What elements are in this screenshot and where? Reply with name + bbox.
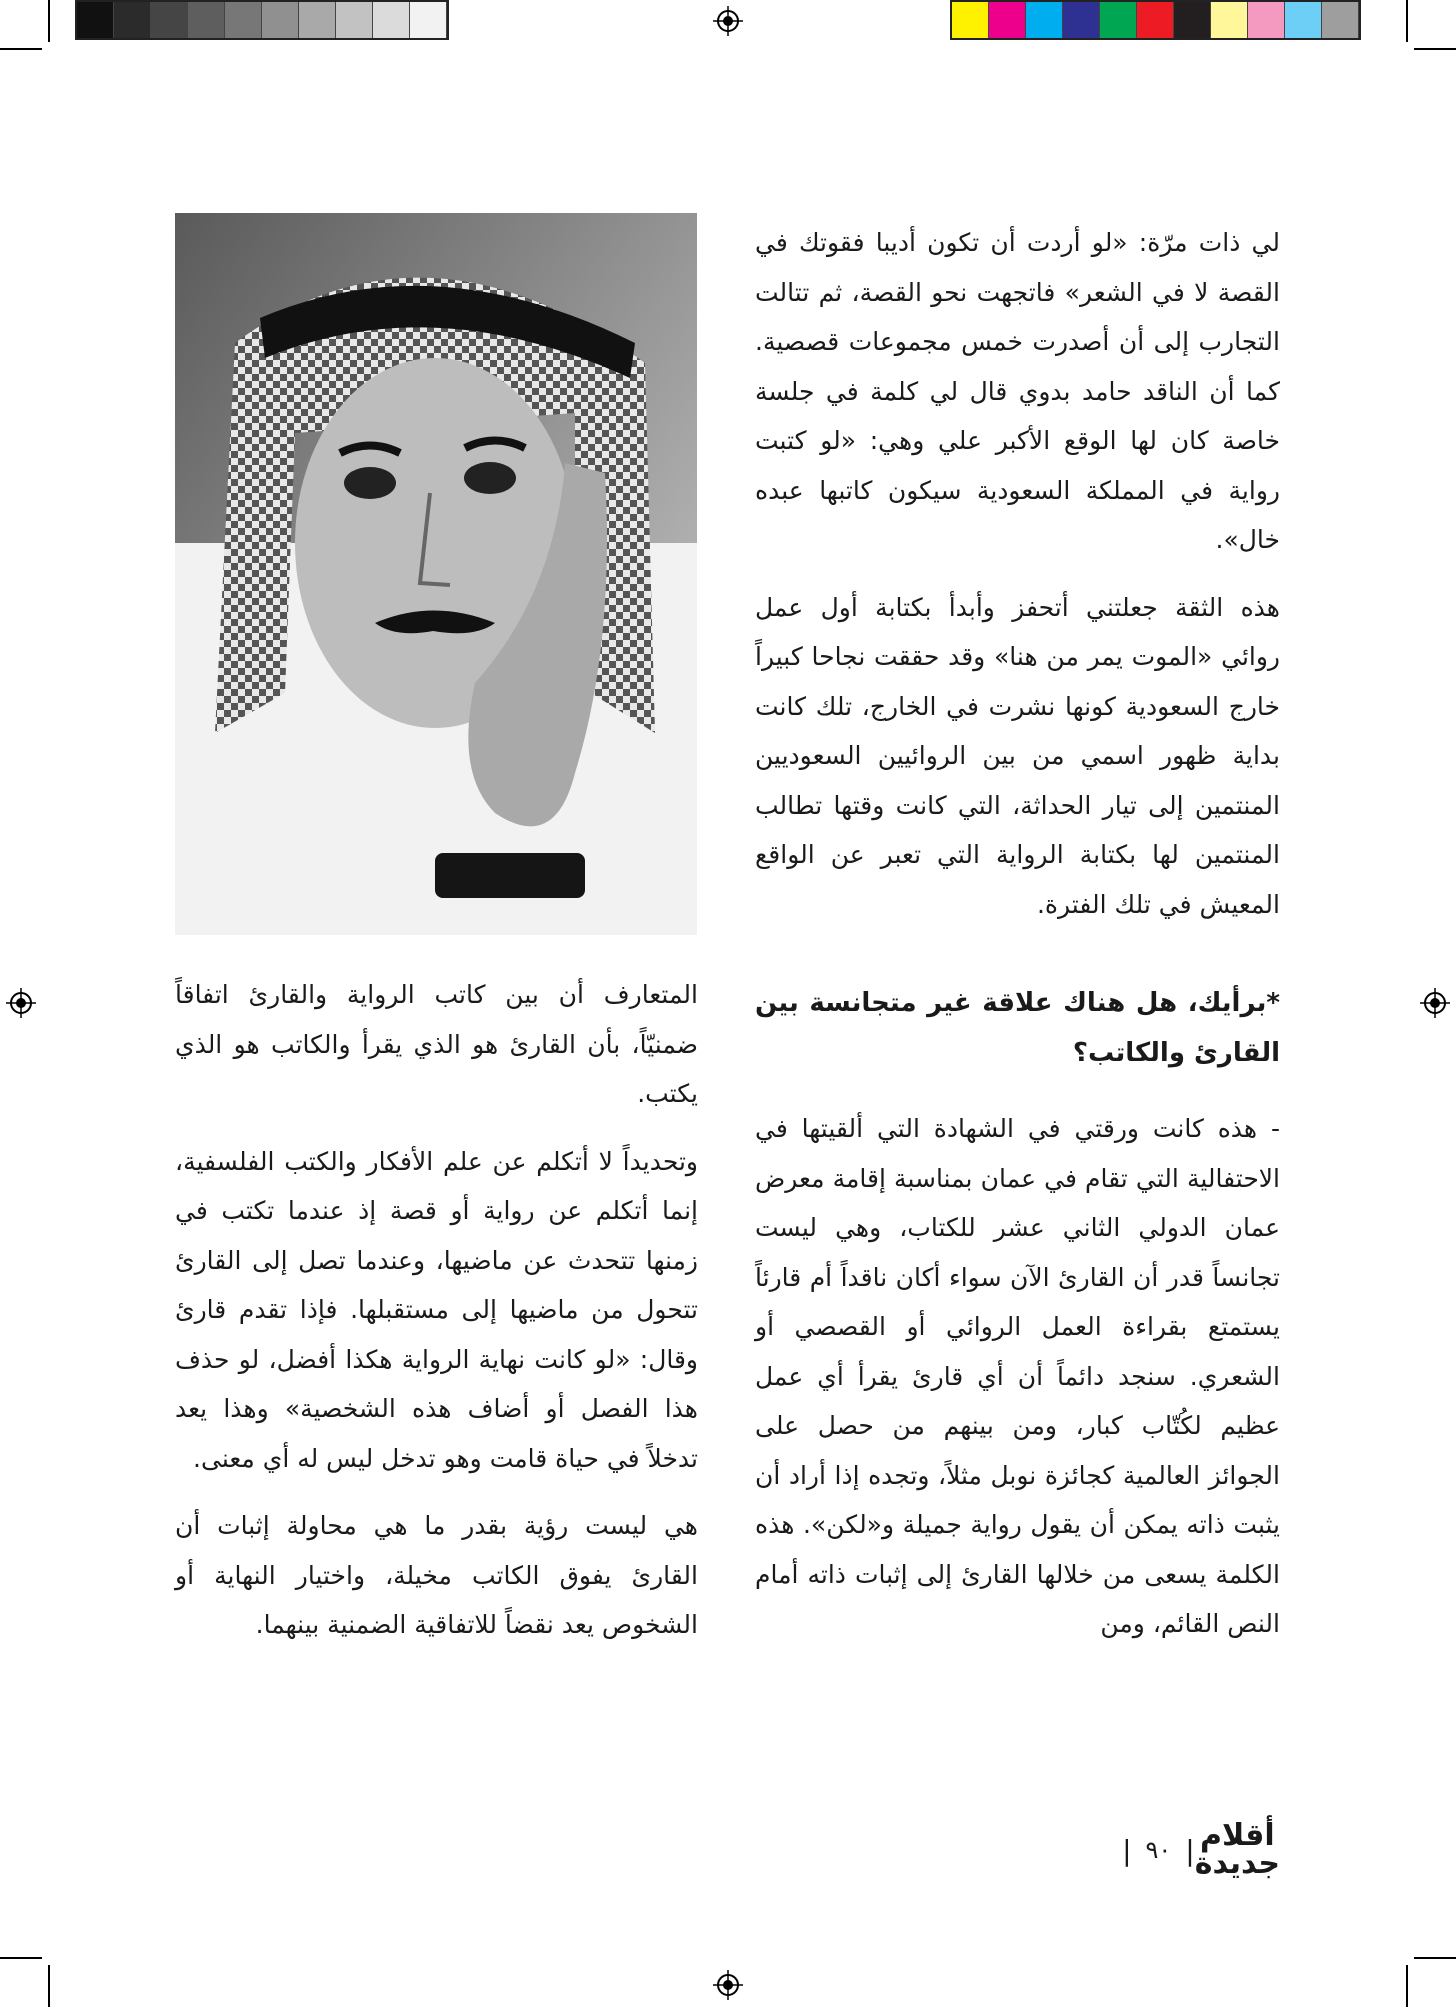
crop-mark xyxy=(1414,1957,1456,1959)
calibration-swatch xyxy=(1211,2,1248,38)
interview-answer: - هذه كانت ورقتي في الشهادة التي ألقيتها في الاحتفالية التي تقام في عمان بمناسبة إقامة معرض عمان الدولي الثاني عشر للكتاب، وهي ليست تجانساً قدر أن القارئ الآن سواء أكان ناقداً أم قارئاً يستمتع بقراءة العمل الروائي أو القصصي أو الشعري. سنجد دائماً أن أي قارئ يقرأ أي عمل عظيم لكُتّاب كبار، ومن بينهم من حصل على الجوائز العالمية كجائزة نوبل مثلاً، وتجده إذا أراد أن يثبت ذاته يمكن أن يقول رواية جميلة و«لكن». هذه الكلمة يسعى من خلالها القارئ إلى إثبات ذاته أمام النص القائم، ومن xyxy=(755,1114,1280,1638)
calibration-swatch xyxy=(989,2,1026,38)
crop-mark xyxy=(1406,0,1408,42)
article-right-column xyxy=(755,218,1280,1667)
page-number: ٩٠ xyxy=(1145,1836,1172,1864)
calibration-swatch xyxy=(336,2,373,38)
magazine-logo: أقلام جديدة xyxy=(1194,1818,1280,1881)
calibration-swatch xyxy=(77,2,114,38)
color-calibration-bar xyxy=(950,0,1361,40)
calibration-swatch xyxy=(188,2,225,38)
calibration-swatch xyxy=(373,2,410,38)
calibration-swatch xyxy=(1174,2,1211,38)
body-paragraph: هذه الثقة جعلتني أتحفز وأبدأ بكتابة أول عمل روائي «الموت يمر من هنا» وقد حققت نجاحا كبيراً خارج السعودية كونها نشرت في الخارج، تلك كانت بداية ظهور اسمي من بين الروائيين السعوديين المنتمين إلى تيار الحداثة، التي كانت وقتها تطالب المنتمين لها بكتابة الرواية التي تعبر عن الواقع المعيش في تلك الفترة. xyxy=(755,592,1280,919)
registration-mark-icon xyxy=(713,6,743,36)
crop-mark xyxy=(48,0,50,42)
body-paragraph: المتعارف أن بين كاتب الرواية والقارئ اتفاقاً ضمنيّاً، بأن القارئ هو الذي يقرأ والكاتب هو الذي يكتب. xyxy=(175,980,698,1108)
registration-mark-icon xyxy=(713,1970,743,2000)
page-footer xyxy=(1030,1820,1280,1880)
calibration-swatch xyxy=(1248,2,1285,38)
body-paragraph: لي ذات مرّة: «لو أردت أن تكون أديبا فقوتك في القصة لا في الشعر» فاتجهت نحو القصة، ثم تتالت التجارب إلى أن أصدرت خمس مجموعات قصصية. كما أن الناقد حامد بدوي قال لي كلمة في جلسة خاصة كان لها الوقع الأكبر علي وهي: «لو كتبت رواية في المملكة السعودية سيكون كاتبها عبده خال». xyxy=(755,228,1280,554)
calibration-swatch xyxy=(1026,2,1063,38)
calibration-swatch xyxy=(262,2,299,38)
calibration-swatch xyxy=(225,2,262,38)
registration-mark-icon xyxy=(6,988,36,1018)
divider: | xyxy=(1122,1833,1132,1867)
calibration-swatch xyxy=(114,2,151,38)
crop-mark xyxy=(0,1957,42,1959)
crop-mark xyxy=(0,48,42,50)
calibration-swatch xyxy=(1137,2,1174,38)
body-paragraph: هي ليست رؤية بقدر ما هي محاولة إثبات أن القارئ يفوق الكاتب مخيلة، واختيار النهاية أو الشخوص يعد نقضاً للاتفاقية الضمنية بينهما. xyxy=(175,1511,698,1639)
registration-mark-icon xyxy=(1420,988,1450,1018)
interview-question: *برأيك، هل هناك علاقة غير متجانسة بين القارئ والكاتب؟ xyxy=(755,988,1280,1068)
author-portrait-photo xyxy=(175,213,697,935)
calibration-swatch xyxy=(299,2,336,38)
calibration-swatch xyxy=(1063,2,1100,38)
calibration-swatch xyxy=(1285,2,1322,38)
calibration-swatch xyxy=(151,2,188,38)
divider: | xyxy=(1185,1833,1195,1867)
calibration-swatch xyxy=(1100,2,1137,38)
body-paragraph: وتحديداً لا أتكلم عن علم الأفكار والكتب الفلسفية، إنما أتكلم عن رواية أو قصة إذ عندما تكتب في زمنها تتحدث عن ماضيها، وعندما تصل إلى القارئ تتحول من ماضيها إلى مستقبلها. فإذا تقدم قارئ وقال: «لو كانت نهاية الرواية هكذا أفضل، لو حذف هذا الفصل أو أضاف هذه الشخصية» وهذا يعد تدخلاً في حياة قامت وهو تدخل ليس له أي معنى. xyxy=(175,1146,698,1473)
calibration-swatch xyxy=(410,2,447,38)
calibration-swatch xyxy=(1322,2,1359,38)
crop-mark xyxy=(1406,1965,1408,2007)
crop-mark xyxy=(48,1965,50,2007)
calibration-swatch xyxy=(952,2,989,38)
crop-mark xyxy=(1414,48,1456,50)
article-left-column xyxy=(175,970,698,1668)
grayscale-calibration-bar xyxy=(75,0,449,40)
